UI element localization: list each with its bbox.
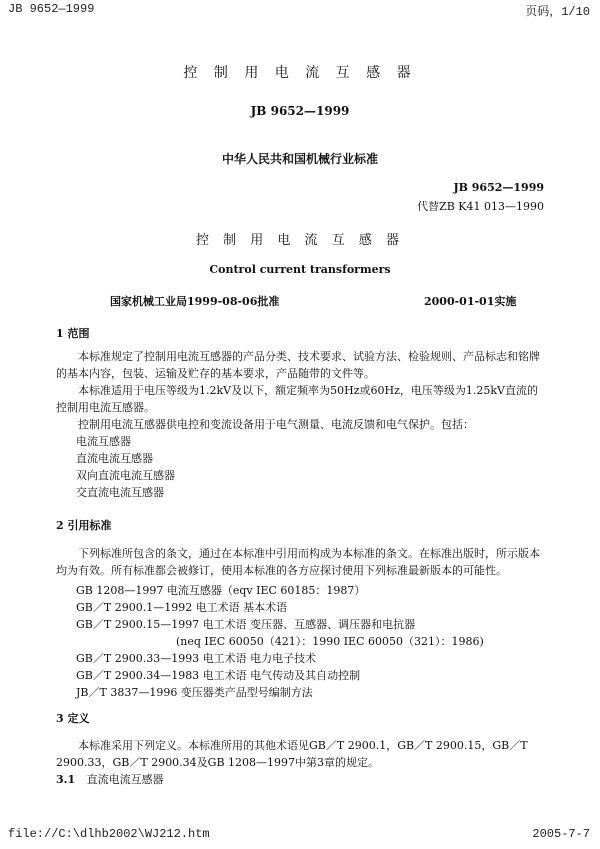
section-heading: 2 引用标准: [56, 519, 112, 532]
document-title: 控 制 用 电 流 互 感 器: [196, 233, 404, 248]
section-body: [56, 737, 548, 788]
paragraph: 本标准适用于电压等级为1.2kV及以下，额定频率为50Hz或60Hz，电压等级为1.25kV直流的控制用电流互感器。: [56, 384, 538, 414]
subsection: [56, 771, 548, 788]
section-body: [56, 545, 548, 701]
list-item: 双向直流电流互感器: [76, 469, 175, 482]
paragraph: 下列标准所包含的条文，通过在本标准中引用而构成为本标准的条文。在标准出版时，所示版本均为有效。所有标准都会被修订，使用本标准的各方应探讨使用下列标准最新版本的可能性。: [56, 547, 540, 577]
standard-number-right: JB 9652—1999: [453, 181, 544, 194]
paragraph: 本标准规定了控制用电流互感器的产品分类、技术要求、试验方法、检验规则、产品标志和铭牌的基本内容，包装、运输及贮存的基本要求，产品随带的文件等。: [56, 350, 540, 380]
reference-item: GB 1208—1997 电流互感器（eqv IEC 60185：1987）: [76, 584, 366, 597]
subsection-number: 3.1: [56, 773, 76, 786]
reference-item: GB／T 2900.34—1983 电工术语 电气传动及其自动控制: [76, 669, 361, 682]
header-doc-code: JB 9652—1999: [8, 2, 95, 16]
effective-date: 2000-01-01实施: [424, 295, 517, 308]
reference-item: GB／T 2900.15—1997 电工术语 变压器、互感器、调压器和电抗器: [76, 618, 416, 631]
approval-line: 国家机械工业局1999-08-06批准: [110, 295, 280, 308]
section-body: [56, 348, 548, 501]
paragraph: 本标准采用下列定义。本标准所用的其他术语见GB／T 2900.1，GB／T 2900.15，GB／T 2900.33，GB／T 2900.34及GB 1208—1997中第3章的规定。: [56, 739, 528, 769]
list-item: 电流互感器: [76, 435, 131, 448]
section-heading: 1 范围: [56, 327, 90, 340]
reference-item: GB／T 2900.33—1993 电工术语 电力电子技术: [76, 652, 317, 665]
footer-date: 2005-7-7: [532, 827, 590, 841]
list-item: 直流电流互感器: [76, 452, 153, 465]
reference-note: (neq IEC 60050（421）：1990 IEC 60050（321）：1986): [176, 635, 484, 648]
section-heading: 3 定义: [56, 712, 90, 725]
page-title: 控 制 用 电 流 互 感 器: [183, 65, 417, 81]
reference-item: GB／T 2900.1—1992 电工术语 基本术语: [76, 601, 288, 614]
replaces-note: 代替ZB K41 013—1990: [417, 200, 544, 213]
english-title: Control current transformers: [209, 263, 391, 276]
standard-number: JB 9652—1999: [250, 104, 350, 118]
paragraph: 控制用电流互感器供电控和变流设备用于电气测量、电流反馈和电气保护。包括：: [78, 418, 474, 431]
header-page-number: 页码，1/10: [525, 5, 590, 19]
list-item: 交直流电流互感器: [76, 486, 164, 499]
reference-item: JB／T 3837—1996 变压器类产品型号编制方法: [76, 686, 313, 699]
subsection-title: 直流电流互感器: [86, 773, 164, 786]
issuing-organization: 中华人民共和国机械行业标准: [221, 152, 378, 166]
footer-file-path: file://C:\dlhb2002\WJ212.htm: [8, 827, 210, 841]
